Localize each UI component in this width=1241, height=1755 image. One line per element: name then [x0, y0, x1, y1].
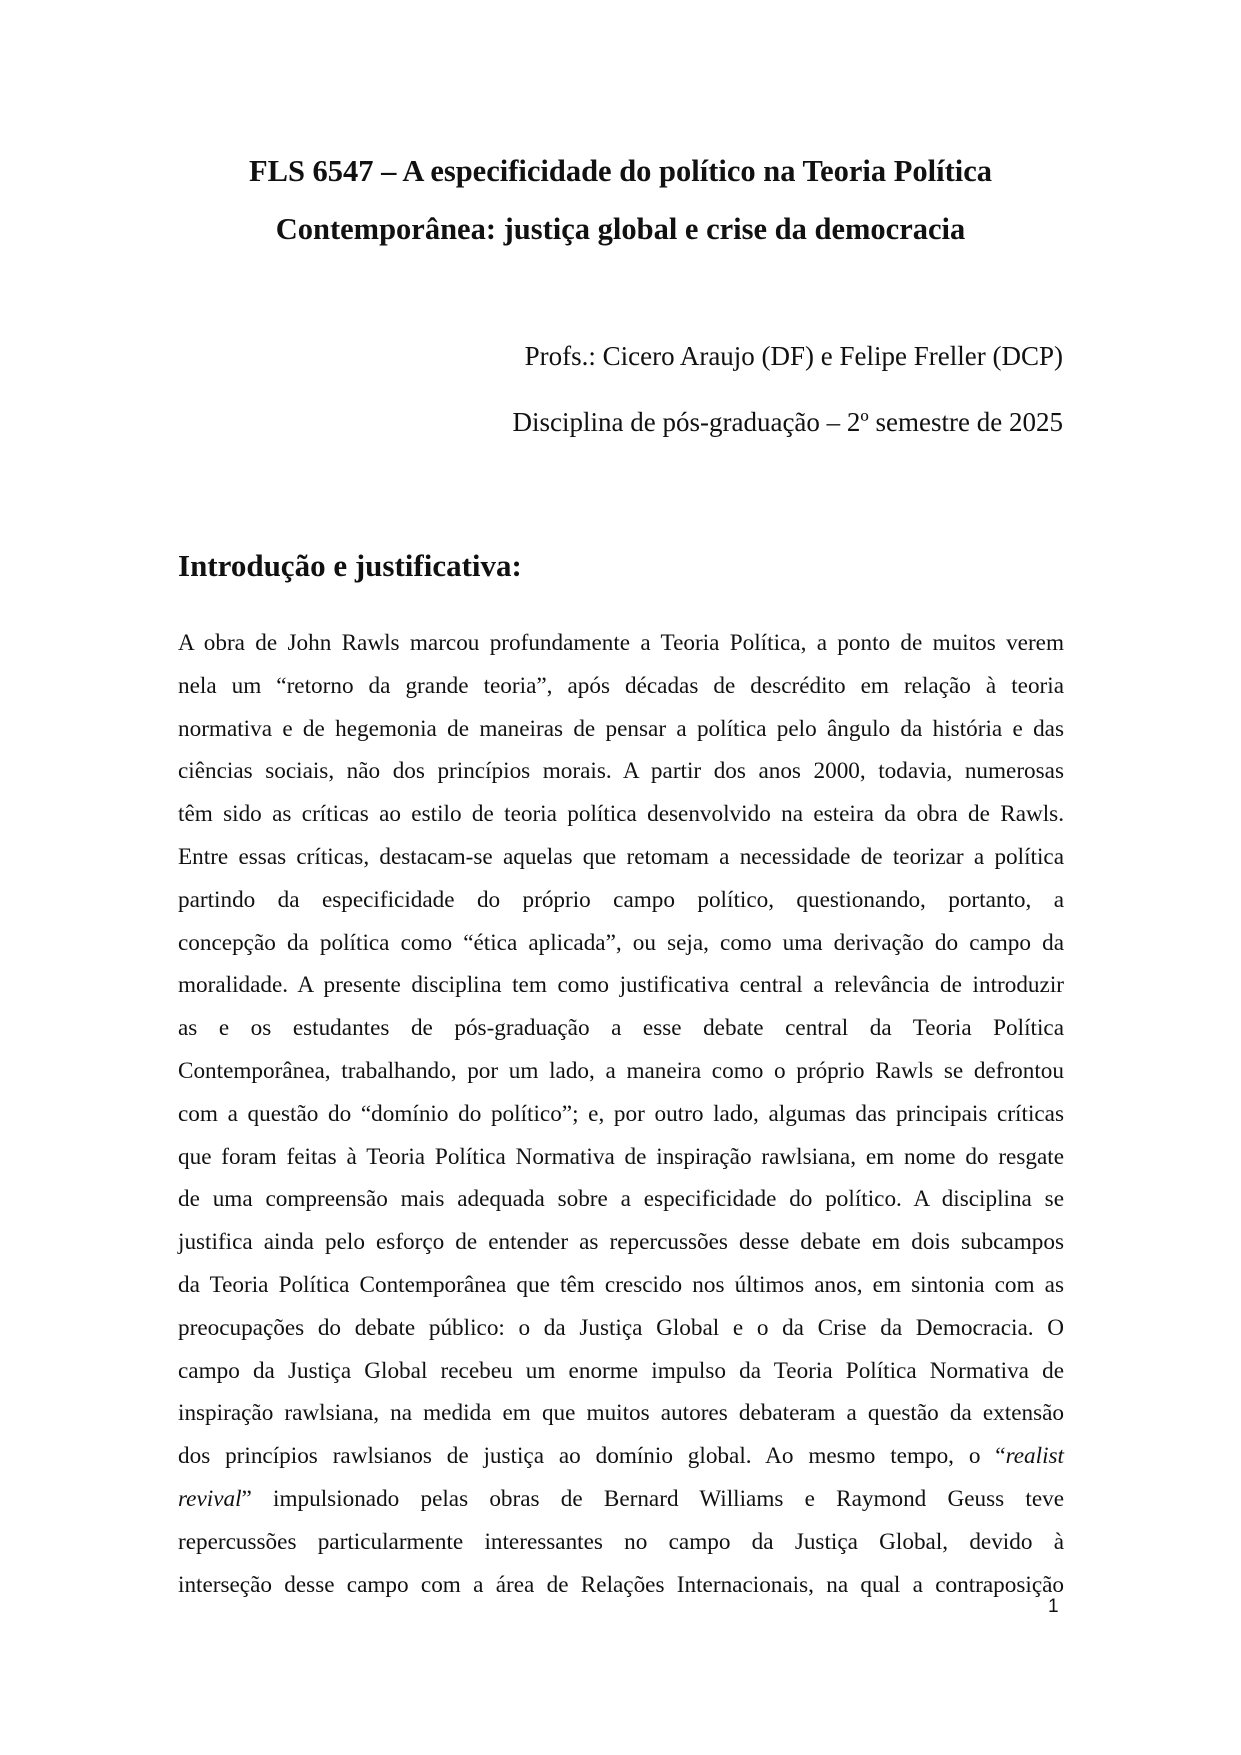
italic-term: revival: [178, 1485, 242, 1512]
page-number: 1: [1048, 1596, 1059, 1617]
body-line: normativa e de hegemonia de maneiras de pensar a política pelo ângulo da história e das: [178, 715, 1064, 742]
body-line: repercussões particularmente interessantes no campo da Justiça Global, devido à: [178, 1528, 1064, 1555]
section-heading: Introdução e justificativa:: [178, 548, 522, 583]
title-line-1: FLS 6547 – A especificidade do político na Teoria Política: [248, 154, 993, 188]
document-title: [160, 142, 1081, 258]
body-line-italic-a: [178, 1435, 1064, 1478]
body-line: interseção desse campo com a área de Relações Internacionais, na qual a contraposição: [178, 1571, 1064, 1598]
italic-term: realist: [1005, 1443, 1064, 1470]
body-line: inspiração rawlsiana, na medida em que muitos autores debateram a questão da extensão: [178, 1400, 1064, 1427]
body-text-fragment: ” impulsionado pelas obras de Bernard Williams e Raymond Geuss teve: [241, 1485, 1064, 1512]
title-line-2: Contemporânea: justiça global e crise da democracia: [275, 212, 966, 246]
professors-line: Profs.: Cicero Araujo (DF) e Felipe Freller (DCP): [524, 341, 1063, 371]
body-line: de uma compreensão mais adequada sobre a especificidade do político. A disciplina se: [178, 1186, 1064, 1213]
body-line: Entre essas críticas, destacam-se aquelas que retomam a necessidade de teorizar a política: [178, 843, 1064, 870]
body-paragraph: [178, 622, 1064, 1606]
body-line: preocupações do debate público: o da Justiça Global e o da Crise da Democracia. O: [178, 1314, 1064, 1341]
body-line: partindo da especificidade do próprio campo político, questionando, portanto, a: [178, 886, 1064, 913]
body-text-fragment: dos princípios rawlsianos de justiça ao domínio global. Ao mesmo tempo, o “: [178, 1443, 1006, 1470]
body-line: justifica ainda pelo esforço de entender as repercussões desse debate em dois subcampos: [178, 1229, 1064, 1256]
body-line: moralidade. A presente disciplina tem como justificativa central a relevância de introduzir: [178, 972, 1064, 999]
body-line: têm sido as críticas ao estilo de teoria política desenvolvido na esteira da obra de Rawls.: [178, 801, 1064, 828]
body-line: A obra de John Rawls marcou profundamente a Teoria Política, a ponto de muitos verem: [178, 630, 1064, 656]
body-line: nela um “retorno da grande teoria”, após décadas de descrédito em relação à teoria: [178, 672, 1064, 699]
body-line-italic-b: [178, 1478, 1064, 1521]
body-line: concepção da política como “ética aplicada”, ou seja, como uma derivação do campo da: [178, 929, 1064, 956]
body-line: da Teoria Política Contemporânea que têm crescido nos últimos anos, em sintonia com as: [178, 1271, 1064, 1298]
body-line: as e os estudantes de pós-graduação a esse debate central da Teoria Política: [178, 1015, 1064, 1042]
course-info-line: Disciplina de pós-graduação – 2º semestre de 2025: [512, 407, 1063, 437]
body-line: Contemporânea, trabalhando, por um lado, a maneira como o próprio Rawls se defrontou: [178, 1057, 1064, 1084]
body-line: com a questão do “domínio do político”; e, por outro lado, algumas das principais críticas: [178, 1100, 1064, 1127]
body-line: ciências sociais, não dos princípios morais. A partir dos anos 2000, todavia, numerosas: [178, 758, 1064, 785]
body-line: que foram feitas à Teoria Política Normativa de inspiração rawlsiana, em nome do resgate: [178, 1143, 1064, 1170]
body-line: campo da Justiça Global recebeu um enorme impulso da Teoria Política Normativa de: [178, 1357, 1064, 1384]
